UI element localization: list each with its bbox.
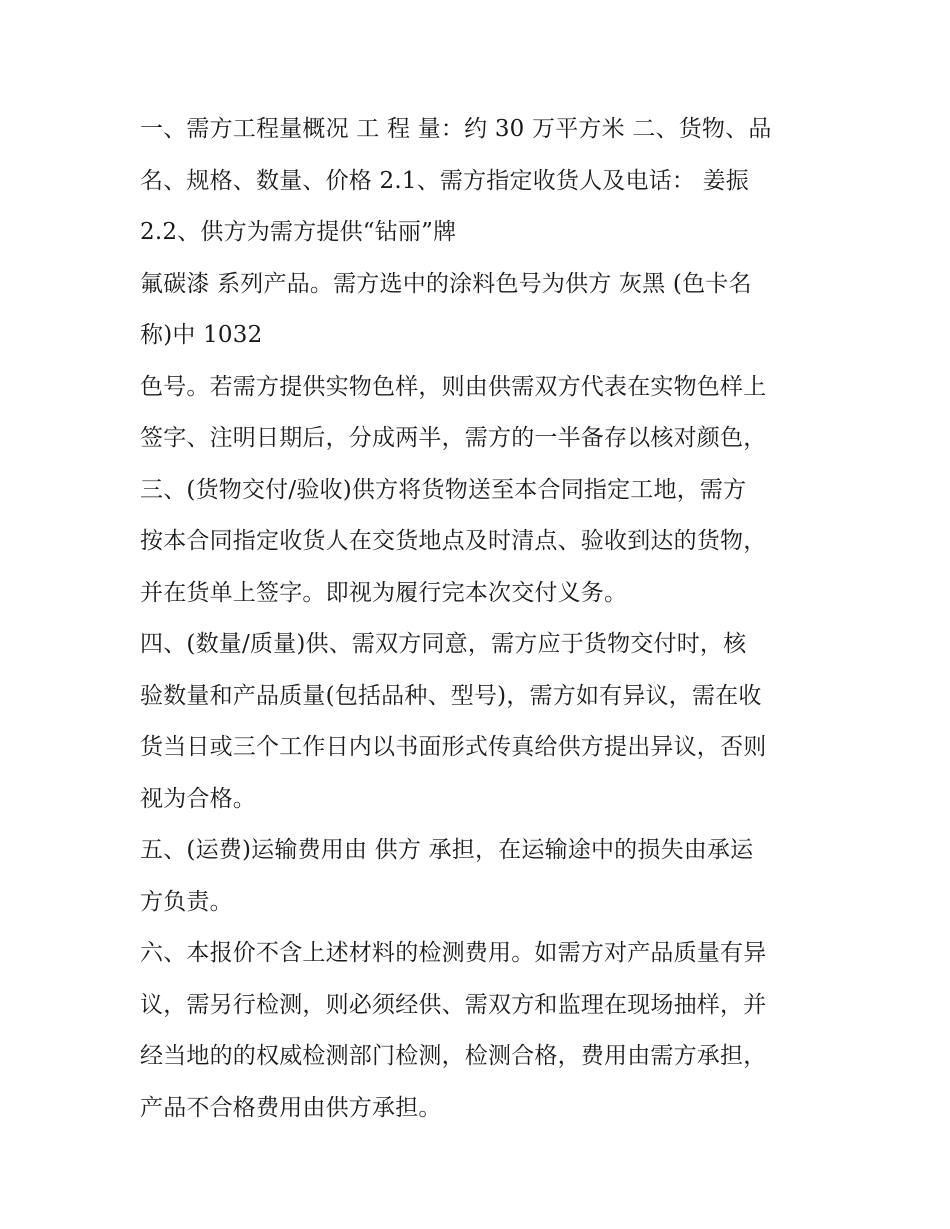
text-line-13: 货当日或三个工作日内以书面形式传真给供方提出异议，否则 [140,734,767,760]
text-line-12: 验数量和产品质量(包括品种、型号)，需方如有异议，需在收 [140,682,762,709]
text-line-16: 方负责。 [140,888,233,915]
text-line-7: 签字、注明日期后，分成两半，需方的一半备存以核对颜色， [140,425,767,451]
text-line-10: 并在货单上签字。即视为履行完本次交付义务。 [140,579,628,606]
text-line-17: 六、本报价不含上述材料的检测费用。如需方对产品质量有异 [140,940,767,966]
text-line-14: 视为合格。 [140,785,256,812]
text-line-15: 五、(运费)运输费用由 供方 承担，在运输途中的损失由承运 [140,837,754,863]
document-body [140,104,820,1134]
text-line-1: 一、需方工程量概况 工 程 量：约 30 万平方米 二、货物、品 [140,116,772,142]
text-line-19: 经当地的的权威检测部门检测，检测合格，费用由需方承担， [140,1043,767,1069]
text-line-9: 按本合同指定收货人在交货地点及时清点、验收到达的货物， [140,528,767,554]
text-line-8: 三、(货物交付/验收)供方将货物送至本合同指定工地，需方 [140,476,747,503]
text-line-2: 名、规格、数量、价格 2.1、需方指定收货人及电话： 姜振 [140,167,749,194]
text-line-3: 2.2、供方为需方提供“钻丽”牌 [140,219,457,245]
text-line-5: 称)中 1032 [140,322,263,348]
text-line-20: 产品不合格费用由供方承担。 [140,1094,442,1121]
text-line-4: 氟碳漆 系列产品。需方选中的涂料色号为供方 灰黑 (色卡名 [140,270,752,297]
text-line-18: 议，需另行检测，则必须经供、需双方和监理在现场抽样，并 [140,991,767,1018]
text-line-6: 色号。若需方提供实物色样，则由供需双方代表在实物色样上 [140,373,767,400]
text-line-11: 四、(数量/质量)供、需双方同意，需方应于货物交付时，核 [140,631,747,657]
